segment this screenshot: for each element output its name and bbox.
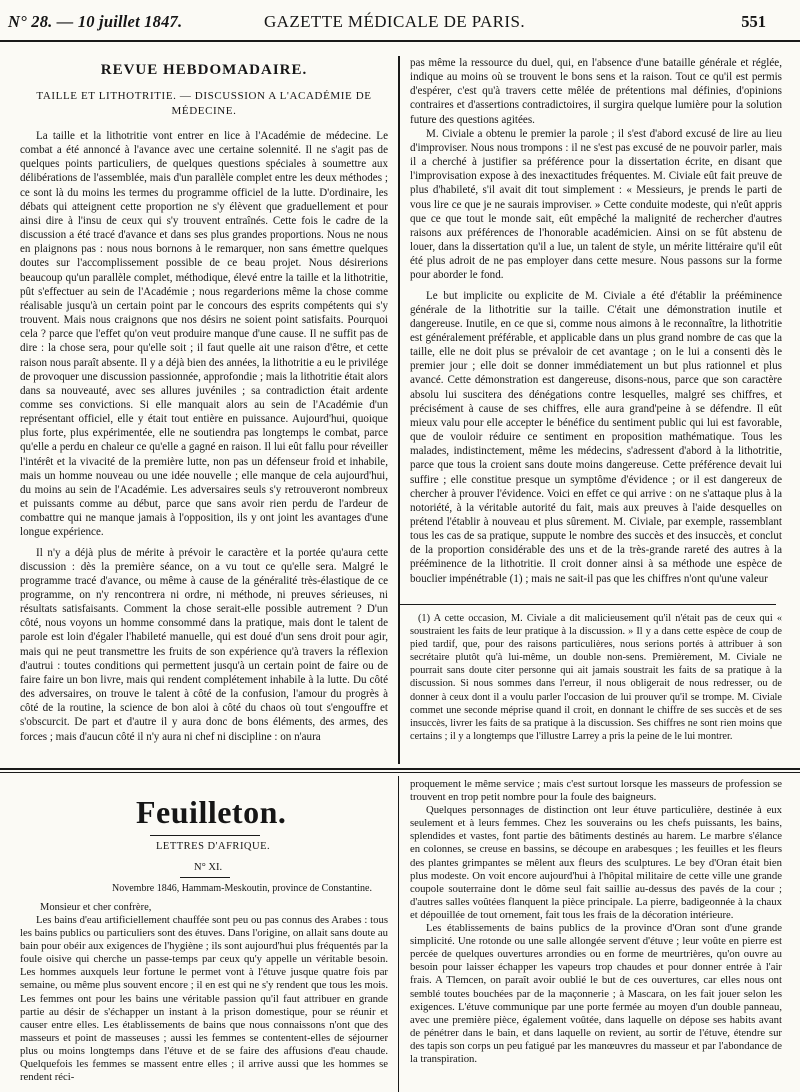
- feuilleton-number: N° XI.: [194, 862, 223, 873]
- feuilleton-paragraph-4: Les établissements de bains publics de la province d'Oran sont d'une grande simplicité. Une rotonde ou une salle allongée servent d'étuve ; leur voûte en pierre est percée de quelques ouvertures arrondies ou en forme de meurtrières, qu'on ouvre au besoin pour laisser échapper les vapeurs trop chaudes et pour donner entrée à l'air frais. A Tlemcen, on paraît avoir oublié le but de ces ouvertures, car elles nous ont semblé toutes bouchées par de la maçonnerie ; à Mascara, on les fait jouer selon les exigences. L'étuve communique par une porte fermée au moyen d'un double panneau, avec une première pièce, également voûtée, dans laquelle on dépose ses habits avant de pénétrer dans le bain, et dans laquelle on revient, au sortir de l'étuve, étendre sur des tapis son corps un peu fatigué par les manœuvres du masseur et par l'abondance de la transpiration.: [410, 922, 782, 1065]
- feuilleton-rule-thin: [0, 772, 800, 773]
- feuilleton-title: Feuilleton.: [136, 794, 287, 830]
- feuilleton-salutation: Monsieur et cher confrère,: [40, 902, 152, 913]
- issue-date: N° 28. — 10 juillet 1847.: [8, 12, 183, 31]
- revue-paragraph-3: pas même la ressource du duel, qui, en l'absence d'une bataille générale et réglée, indique au moins où se trouvent le bons sens et la raison. Tout ce qu'il est permis d'espérer, c'est qu'à travers cette mêlée de prétentions mal définies, d'opinions contraires et d'assertions contradictoires, il surgira quelque lumière pour la solution future des questions agitées.: [410, 57, 782, 126]
- page-number: 551: [741, 12, 766, 31]
- revue-paragraph-2: Il n'y a déjà plus de mérite à prévoir le caractère et la portée qu'aura cette discussion : dès la première séance, on a vu tout ce qu'elle sera. Malgré le programme tracé d'avance, ou même à cause de la généralité très-élastique de ce programme, on n'y rencontrera ni ordre, ni méthode, ni preuves sérieuses, ni résultats satisfaisants. Comment la chose serait-elle possible autrement ? D'un côté, nous voyons un homme consommé dans la pratique, mais dont le talent de parole est loin d'égaler l'habileté manuelle, qui est doué d'un sens droit pour agir, mais qui ne peut transmettre les fruits de son expérience qu'à travers la réflexion d'autrui : toutes conditions qui permettent jusqu'à un certain point de faire ou de faire faire un bon livre, mais qui rendent complétement inhabile à la lutte. Du côté des adversaires, on trouve le talent à côté de la confusion, l'amour du progrès à côté de la routine, la science de bon aloi à côté du chaos où tout s'engouffre et s'obscurcit. De part et d'autre il y aura donc de bons éléments, des armes, des forces ; mais d'aucun côté il n'y aura ni chef ni discipline : on n'aura: [20, 546, 388, 743]
- revue-right-column: [410, 56, 782, 586]
- feuilleton-subtitle: LETTRES D'AFRIQUE.: [156, 841, 271, 852]
- journal-title: GAZETTE MÉDICALE DE PARIS.: [264, 12, 525, 31]
- revue-subheading: TAILLE ET LITHOTRITIE. — DISCUSSION A L'ACADÉMIE DE MÉDECINE.: [36, 90, 372, 117]
- feuilleton-place-date: Novembre 1846, Hammam-Meskoutin, province de Constantine.: [112, 883, 372, 894]
- feuilleton-paragraph-2: proquement le même service ; mais c'est surtout lorsque les masseurs de profession se trouvent en trop petit nombre pour la foule des baigneurs.: [410, 778, 782, 804]
- feuilleton-paragraph-1: Les bains d'eau artificiellement chauffée sont peu ou pas connus des Arabes : tous les bains publics ou particuliers sont des étuves. Dans l'origine, on allait sans doute au bain pour obéir aux exigences de l'hygiène ; ils sont aujourd'hui plus fréquentés par la foule oisive qui cherche un passe-temps par ceux qu'y appelle un véritable besoin. Les hommes auxquels leur fortune le permet vont à l'étuve jusque quatre fois par semaine, ou même plus souvent encore ; il en est qui ne s'y rendent que tous les mois. Les femmes ont pour les bains une véritable passion qu'il faut attribuer en grande partie au désir de s'échapper un instant à la prison domestique, pour se réunir et causer entre elles. Les établissements de bains que nous connaissons n'ont que des masseurs et point de masseuses ; aussi les femmes se contentent-elles de séjourner plus ou moins longtemps dans l'étuve et de se faire des affusions d'eau chaude. Quelquefois les femmes se massent entre elles ; il arrive aussi que les hommes se rendent réci-: [20, 914, 388, 1084]
- revue-paragraph-5: Le but implicite ou explicite de M. Civiale a été d'établir la prééminence générale de la lithotritie sur la taille. C'était une démonstration inutile et dangereuse. Inutile, en ce que si, comme nous aimons à le reconnaître, la lithotritie est généralement préférable, et applicable dans un plus grand nombre de cas que la taille, elle ne doit plus se prévaloir de cet avantage ; on le lui a consenti dès le premier jour ; elle doit se donner immédiatement un but plus rationnel et plus avancé. Cette démonstration est dangereuse, disons-nous, parce que son caractère absolu lui suscitera des dénégations contre lesquelles, malgré ses chiffres, et précisément à cause de ses chiffres, elle aura grand'peine à se défendre. Il eût mieux valu pour elle accepter le bénéfice du sentiment public qui lui est favorable, que de vouloir réduire ce sentiment en proposition mathématique. Tous les malades, indistinctement, même les médecins, s'adressent d'abord à la lithotritie, parce que tous la croient sans doute moins dangereuse. Cette préférence devait lui suffire ; elle constitue presque un symptôme d'évidence ; or il est dangereux de chercher à prouver l'évidence. Voici en effet ce qui arrive : on ne s'attaque plus à la notoriété, à la véritable autorité du fait, mais aux preuves à l'aide desquelles on prétend l'établir à nouveau et plus sûrement. M. Civiale, par exemple, rassemblant tous les cas de sa pratique, suppute le nombre des succès et des insuccès, et conclut de la proportion considérable des uns et de la très-grande rareté des autres à la prééminence de la lithotritie. Il croit donner ainsi à sa méthode une espèce de bouclier impénétrable (1) ; mais ne sait-il pas que les chiffres n'ont qu'une valeur: [410, 289, 782, 585]
- feuilleton-left-column: [20, 914, 388, 1084]
- revue-paragraph-1: La taille et la lithotritie vont entrer en lice à l'Académie de médecine. Le combat a été annoncé à l'avance avec une certaine solennité. Il ne s'agit pas de quelques points particuliers, de quelques questions spéciales à soumettre aux délibérations de l'assemblée, mais d'un parallèle complet entre les deux méthodes ; ce sont là du moins les termes du programme officiel de la lutte. D'ordinaire, les débats qui atteignent cette proportion ne s'y élèvent que graduellement et pour ainsi dire à l'insu de ceux qui s'y trouvent entraînés. Cette fois le cadre de la discussion a été tracé d'avance et dans ses plus grandes proportions. Nous ne nous en plaignons pas : nous nous bornons à le remarquer, non sans émettre quelques doutes sur l'accomplissement possible de ce beau projet. Nous désirerions beaucoup qu'un parallèle complet, méthodique, élevé entre la taille et la lithotritie, pût s'effectuer au sein de l'Académie ; nous regarderions même la chose comme réalisable jusqu'à un certain point par le concours des esprits compétents qui s'y trouvent. Mais nous craignons que nos désirs ne soient point satisfaits. Pourquoi cela ? parce que l'effet qu'on veut produire manque d'une cause. Il ne suffit pas de dire : la chose sera, pour qu'elle soit ; il faut quelle ait une raison d'être, et cette raison nous paraît absente. Il y a déjà bien des années, la lithotritie a eu le privilége de provoquer une discussion passionnée, approfondie ; mais la lithotritie était alors dans sa nouveauté, avec ses allures juvéniles ; sa contradiction était ardente comme ses convictions. Si elle manquait alors au sein de l'Académie d'un représentant officiel, elle y était tout entière en puissance. Aujourd'hui, quoique plus forte, plus expérimentée, elle ne soutiendra pas longtemps le combat, parce qu'elle a perdu en chaleur ce qu'elle a gagné en raison. Il lui eût fallu pour réveiller l'intérêt et la vivacité de la première lutte, non pas un défenseur froid et inhabile, mais un homme nouveau ou une idée nouvelle ; elle manque de cela aujourd'hui, du moins au sein de l'Académie. Les adversaires seuls s'y retrouveront nombreux et puissants comme au début, parce que sans avoir rien perdu de l'ardeur de combattre qui ne manque jamais à l'opposition, ils y ont joint les avantages d'une longue expérience.: [20, 130, 388, 539]
- footnote-rule: [400, 604, 776, 605]
- feuilleton-rule: [0, 768, 800, 770]
- masthead: [0, 0, 800, 40]
- feuilleton-number-rule: [180, 877, 230, 878]
- column-divider: [398, 56, 400, 764]
- revue-heading: REVUE HEBDOMADAIRE.: [100, 62, 308, 78]
- feuilleton-paragraph-3: Quelques personnages de distinction ont leur étuve particulière, destinée à eux seulement et à leurs femmes. Chez les souverains ou les chefs puissants, les bains, splendides et vastes, font partie des bâtiments destinés au harem. Le marbre s'élance en colonnes, se creuse en bassins, se découpe en arabesques ; les feuilles et les fleurs des plantes grimpantes se mêlent aux fleurs des sculptures. Le bey d'Oran était bien plus modeste. On voit encore aujourd'hui à l'hôpital militaire de cette ville une grande coupole souterraine dont le dôme seul fait saillie au-dessus des pavés de la cour ; d'autres salles voûtées flanquent la pièce principale. La pierre, badigeonnée à la chaux et dépouillée de tout ornement, fait tous les frais de la décoration intérieure.: [410, 804, 782, 921]
- feuilleton-column-divider: [398, 776, 399, 1092]
- feuilleton-right-column: [410, 778, 782, 1066]
- revue-left-column: [20, 56, 388, 744]
- footnote: (1) A cette occasion, M. Civiale a dit malicieusement qu'il n'était pas de ceux qui « soustraient les faits de leur pratique à la discussion. » Il y a dans cette espèce de coup de pied tardif, que, pour des raisons particulières, nous serions portés à attribuer à son secrétaire plutôt qu'à lui-même, un double non-sens. Premièrement, M. Civiale ne pourrait sans doute citer personne qui ait jamais soustrait les faits de sa pratique à la discussion. Si nous sommes dans l'erreur, il nous obligerait de nous redresser, ou de donner à ceux dont il a voulu parler l'occasion de lui prouver qu'il se trompe. M. Civiale commet une seconde méprise quand il croit, en donnant le chiffre de ses succès et de ses insuccès, livrer les faits de sa pratique à la discussion. Ses chiffres ne sont rien moins que certains ; il y a longtemps que l'illustre Larrey a pris la peine de le lui montrer.: [410, 613, 782, 742]
- masthead-rule: [0, 40, 800, 42]
- feuilleton-title-rule: [150, 835, 260, 836]
- revue-paragraph-4: M. Civiale a obtenu le premier la parole ; il s'est d'abord excusé de lire au lieu d'improviser. Nous nous trompons : il ne s'est pas excusé de ne pouvoir parler, mais il a cherché à justifier sa préférence pour la dissertation écrite, en disant que l'improvisation expose à des inexactitudes fréquentes. M. Civiale eût fait preuve de plus d'habileté, s'il avait dit tout simplement : « Messieurs, je prends le parti de vous lire ce que je ne saurais improviser. » Cette conduite modeste, qui n'eût appris que ce que tout le monde sait, eût empêché la malignité de rechercher d'autres raisons aux préférences de l'honorable académicien. Ainsi on se fût abstenu de louer, dans la dissertation qu'il a lue, un talent de style, un mérite littéraire qu'il eût été plus adroit de ne pas employer dans cette mesure. Nous passons sur la forme pour aborder le fond.: [410, 127, 782, 282]
